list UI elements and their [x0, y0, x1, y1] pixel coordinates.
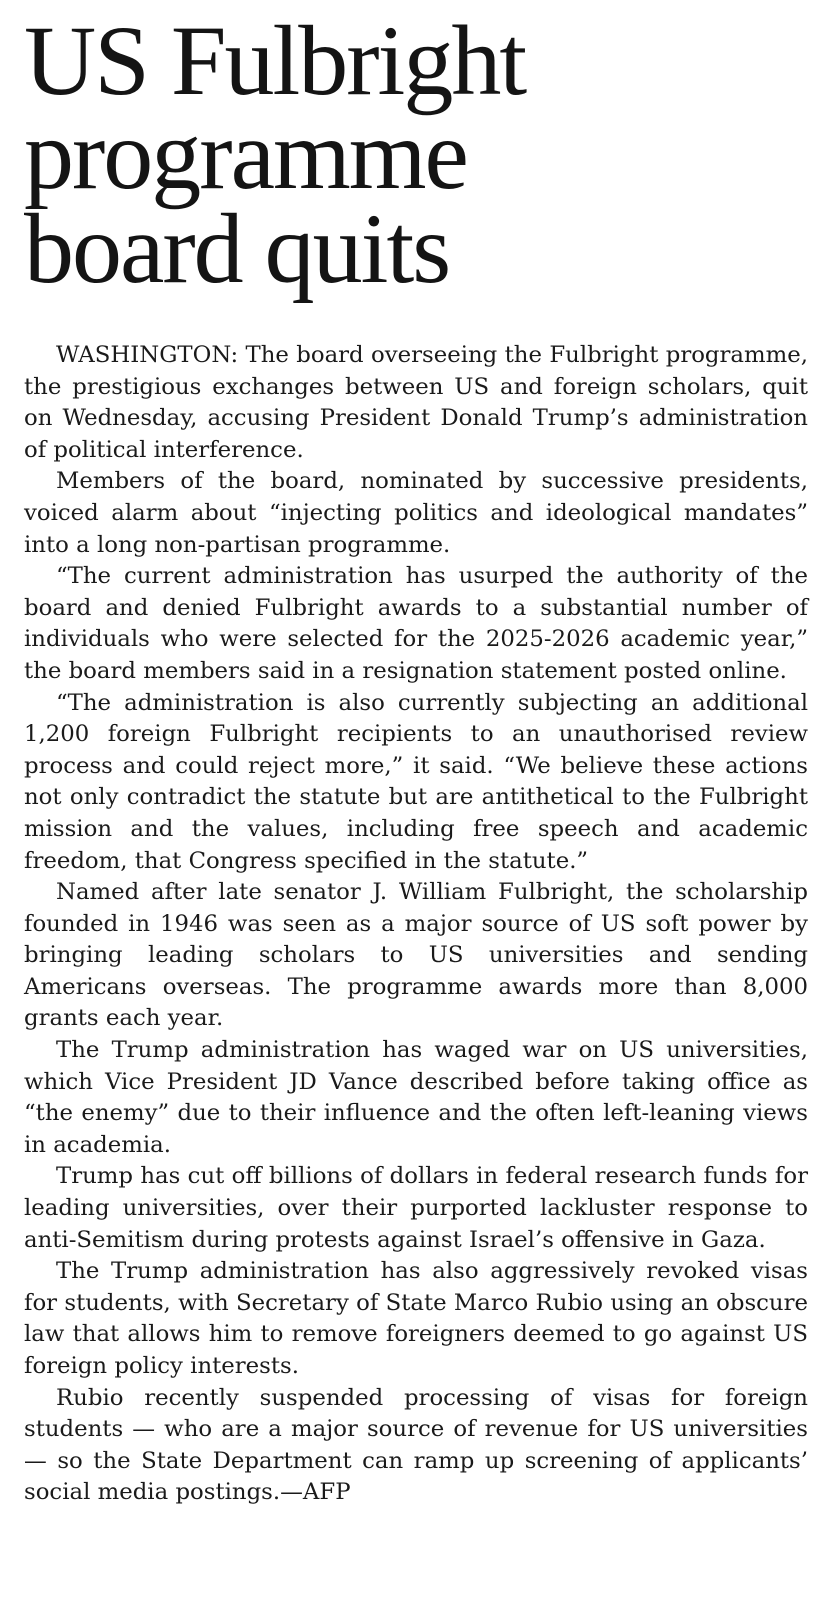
headline-line-2: programme — [24, 99, 467, 210]
headline — [24, 5, 808, 304]
headline-line-1: US Fulbright — [24, 5, 526, 116]
article-paragraph-1: WASHINGTON: The board overseeing the Fulbright programme, the prestigious exchanges between US and foreign scholars, quit on Wednesday, accusing President Donald Trump’s administration of political interference. — [24, 342, 808, 463]
article-paragraph-6: The Trump administration has waged war on US universities, which Vice President JD Vance described before taking office as “the enemy” due to their influence and the often left-leaning views in academia. — [24, 1037, 808, 1158]
article-paragraph-7: Trump has cut off billions of dollars in federal research funds for leading universities, over their purported lackluster response to anti-Semitism during protests against Israel’s offensive in Gaza. — [24, 1163, 808, 1253]
article-body — [24, 340, 808, 1509]
article-paragraph-3: “The current administration has usurped the authority of the board and denied Fulbright awards to a substantial number of individuals who were selected for the 2025-2026 academic year,” the board members said in a resignation statement posted online. — [24, 563, 808, 684]
article-paragraph-2: Members of the board, nominated by successive presidents, voiced alarm about “injecting politics and ideological mandates” into a long non-partisan programme. — [24, 468, 808, 558]
article-paragraph-9: Rubio recently suspended processing of visas for foreign students — who are a major source of revenue for US universities — so the State Department can ramp up screening of applicants’ social media postings.—AFP — [24, 1384, 808, 1506]
article-paragraph-4: “The administration is also currently subjecting an additional 1,200 foreign Fulbright recipients to an unauthorised review process and could reject more,” it said. “We believe these actions not only contradict the statute but are antithetical to the Fulbright mission and the values, including free speech and academic freedom, that Congress specified in the statute.” — [24, 689, 808, 874]
article-paragraph-8: The Trump administration has also aggressively revoked visas for students, with Secretary of State Marco Rubio using an obscure law that allows him to remove foreigners deemed to go against US foreign policy interests. — [24, 1258, 808, 1379]
article-paragraph-5: Named after late senator J. William Fulbright, the scholarship founded in 1946 was seen as a major source of US soft power by bringing leading scholars to US universities and sending Americans overseas. The programme awards more than 8,000 grants each year. — [24, 879, 808, 1032]
headline-line-3: board quits — [24, 193, 450, 304]
